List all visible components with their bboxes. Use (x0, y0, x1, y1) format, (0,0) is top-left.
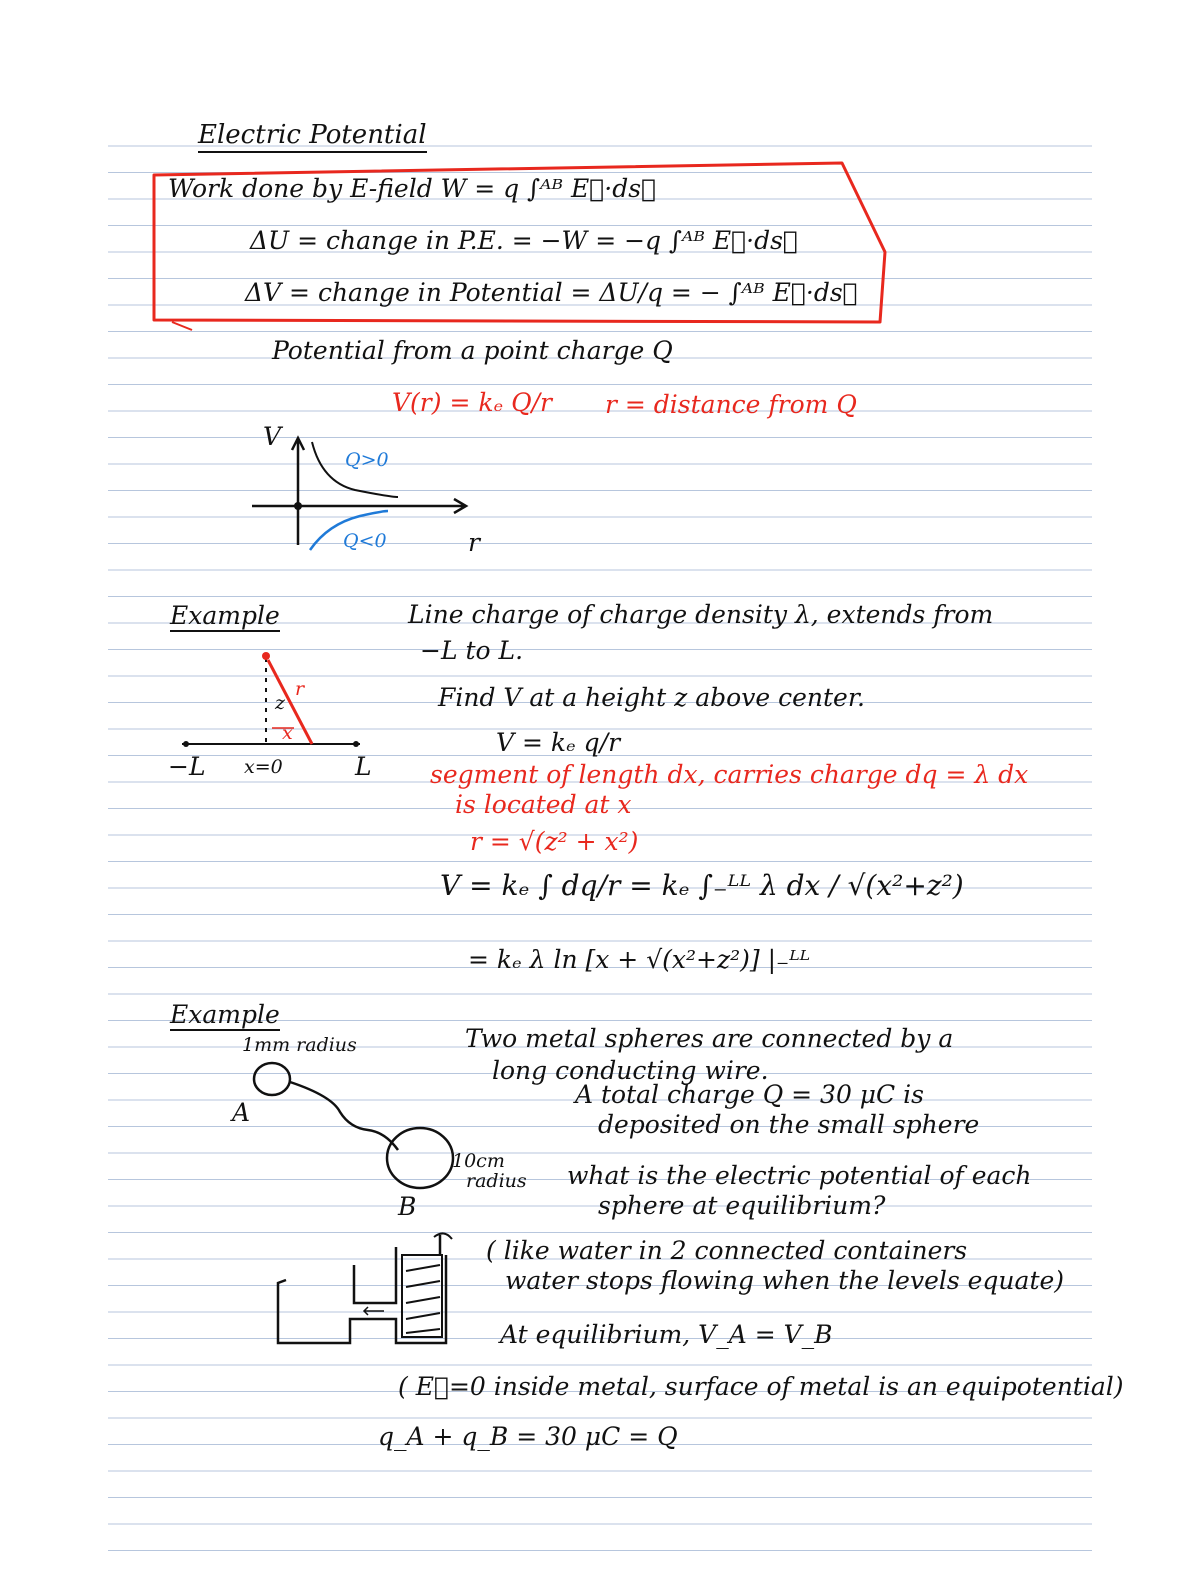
integral-line2: = kₑ λ ln [x + √(x²+z²)] |₋ᴸᴸ (468, 945, 811, 974)
example2-description-line2: long conducting wire. (492, 1056, 769, 1085)
point-charge-heading: Potential from a point charge Q (272, 336, 673, 365)
analogy-line2: water stops flowing when the levels equate) (505, 1266, 1065, 1295)
v-axis (292, 438, 304, 545)
point-charge-formula: V(r) = kₑ Q/r (392, 388, 552, 417)
conducting-wire (290, 1082, 398, 1150)
metal-equipotential-note: ( E⃗=0 inside metal, surface of metal is an equipotential) (398, 1372, 1124, 1401)
diagram-r-label: r (295, 678, 305, 700)
distance-definition: r = distance from Q (605, 390, 857, 419)
integral-line1: V = kₑ ∫ dq/r = kₑ ∫₋ᴸᴸ λ dx / √(x²+z²) (440, 869, 964, 902)
work-definition: Work done by E-field W = q ∫ᴬᴮ E⃗·ds⃗ (168, 174, 657, 203)
container-outline (278, 1235, 446, 1343)
example2-description-line4: deposited on the small sphere (598, 1110, 980, 1139)
example2-description-line3: A total charge Q = 30 μC is (575, 1080, 924, 1109)
example1-task: Find V at a height z above center. (438, 683, 865, 712)
segment-line2: is located at x (455, 790, 632, 819)
example1-heading: Example (170, 601, 280, 630)
diagram-z-label: z (275, 692, 286, 714)
question-line1: what is the electric potential of each (567, 1161, 1032, 1190)
example1-v-formula: V = kₑ q/r (496, 728, 621, 757)
segment-line1: segment of length dx, carries charge dq = λ dx (430, 760, 1029, 789)
graph-v-label: V (263, 422, 282, 451)
sphere-b-shape (387, 1128, 453, 1188)
sphere-a-shape (254, 1063, 290, 1095)
large-radius-label-1: 10cm (452, 1150, 505, 1172)
question-line2: sphere at equilibrium? (598, 1191, 886, 1220)
diagram-right-end: L (355, 752, 372, 781)
equilibrium-statement: At equilibrium, V_A = V_B (500, 1320, 833, 1349)
r-axis (252, 499, 466, 513)
sphere-a-label: A (232, 1098, 251, 1127)
small-radius-label: 1mm radius (242, 1034, 357, 1056)
r-expression: r = √(z² + x²) (470, 827, 639, 856)
example2-description-line1: Two metal spheres are connected by a (465, 1024, 954, 1053)
page-title: Electric Potential (198, 122, 427, 153)
potential-energy-definition: ΔU = change in P.E. = −W = −q ∫ᴬᴮ E⃗·ds⃗ (250, 226, 798, 255)
sphere-b-label: B (398, 1192, 417, 1221)
analogy-line1: ( like water in 2 connected containers (486, 1236, 968, 1265)
graph-positive-label: Q>0 (345, 449, 389, 471)
diagram-center: x=0 (244, 756, 283, 778)
example1-description-line1: Line charge of charge density λ, extends from (408, 600, 994, 629)
charge-sum: q_A + q_B = 30 μC = Q (378, 1422, 678, 1451)
connected-containers-diagram (260, 1225, 460, 1355)
potential-definition: ΔV = change in Potential = ΔU/q = − ∫ᴬᴮ E⃗·ds⃗ (245, 278, 858, 307)
spheres-diagram (220, 1050, 460, 1200)
large-radius-label-2: radius (466, 1170, 527, 1192)
graph-negative-label: Q<0 (343, 530, 387, 552)
example1-description-line2: −L to L. (420, 636, 524, 665)
diagram-left-end: −L (168, 752, 206, 781)
diagram-x-label: x (282, 722, 293, 744)
example2-heading: Example (170, 1000, 280, 1029)
graph-r-label: r (468, 528, 480, 557)
